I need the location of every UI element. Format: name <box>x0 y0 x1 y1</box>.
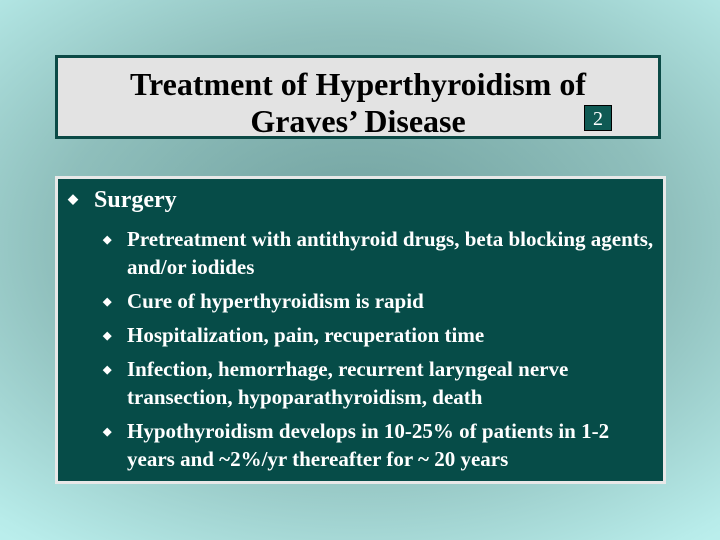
sub-bullet-text: Pretreatment with antithyroid drugs, beta blocking agents, and/or iodides <box>127 227 654 279</box>
slide-number-badge: 2 <box>584 105 612 131</box>
diamond-bullet-icon: ◆ <box>103 426 112 438</box>
sub-bullet-text: Cure of hyperthyroidism is rapid <box>127 289 424 313</box>
sub-bullet-text: Hospitalization, pain, recuperation time <box>127 323 485 347</box>
main-bullet-text: Surgery <box>94 187 177 213</box>
sub-bullet-item <box>103 417 658 473</box>
slide-title <box>58 66 658 140</box>
diamond-bullet-icon: ◆ <box>103 364 112 376</box>
sub-bullet-item <box>103 321 658 349</box>
sub-bullet-text: Hypothyroidism develops in 10-25% of patients in 1-2 years and ~2%/yr thereafter for ~ 20 years <box>127 419 610 471</box>
diamond-bullet-icon: ◆ <box>103 296 112 308</box>
main-bullet-item <box>68 186 177 215</box>
sub-bullet-item <box>103 225 658 281</box>
title-box <box>55 55 661 139</box>
diamond-bullet-icon: ◆ <box>103 234 112 246</box>
sub-bullet-item <box>103 355 658 411</box>
sub-bullet-list <box>103 225 658 479</box>
sub-bullet-item <box>103 287 658 315</box>
title-line-2: Graves’ Disease <box>250 103 466 139</box>
title-line-1: Treatment of Hyperthyroidism of <box>130 66 586 102</box>
diamond-bullet-icon: ◆ <box>68 191 78 207</box>
diamond-bullet-icon: ◆ <box>103 330 112 342</box>
sub-bullet-text: Infection, hemorrhage, recurrent laryngeal nerve transection, hypoparathyroidism, death <box>127 357 569 409</box>
content-box <box>55 176 666 484</box>
